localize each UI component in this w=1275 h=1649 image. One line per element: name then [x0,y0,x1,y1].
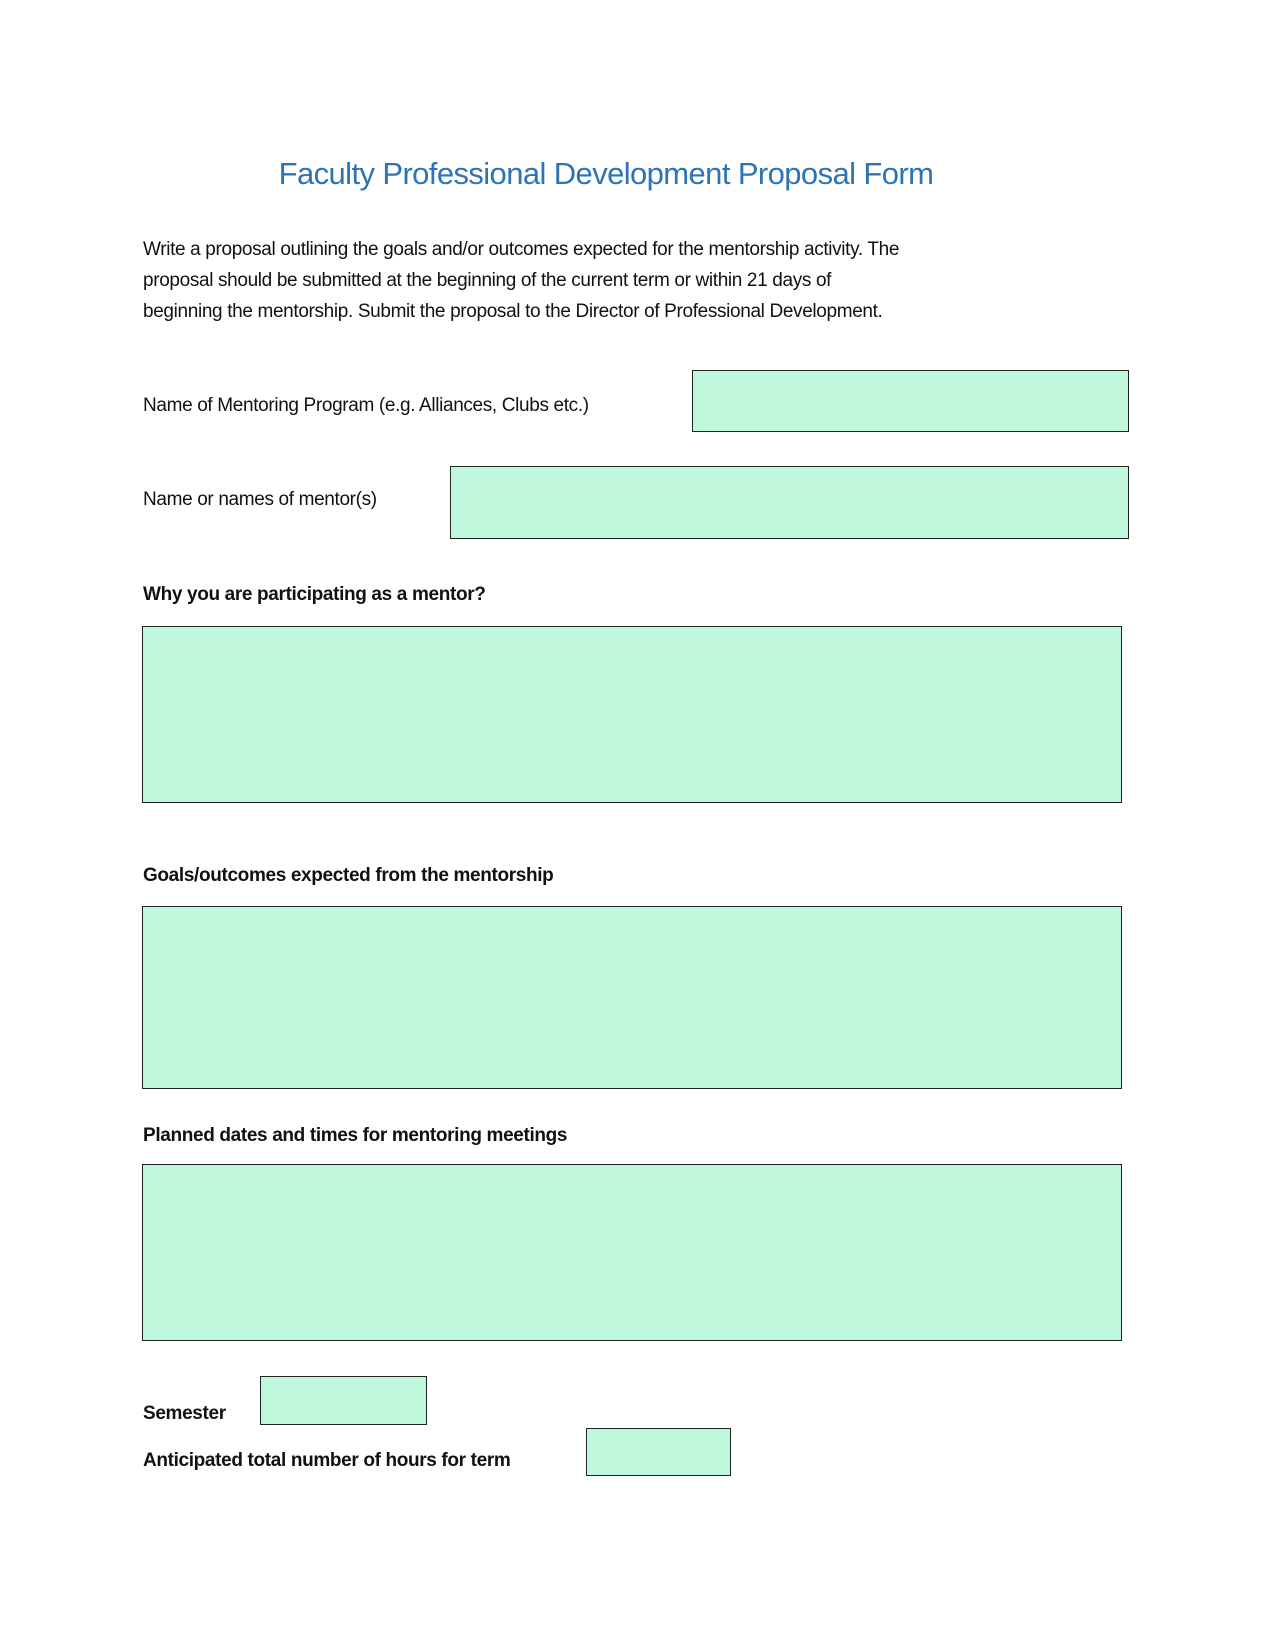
page-title: Faculty Professional Development Proposal Form [278,156,934,191]
dates-label: Planned dates and times for mentoring meetings [143,1125,568,1146]
intro-line: proposal should be submitted at the beginning of the current term or within 21 days of [143,270,832,291]
mentors-field[interactable] [450,466,1129,539]
dates-field[interactable] [142,1164,1122,1341]
goals-field[interactable] [142,906,1122,1089]
why-field[interactable] [142,626,1122,803]
program-label: Name of Mentoring Program (e.g. Alliances, Clubs etc.) [143,395,589,416]
goals-label: Goals/outcomes expected from the mentorship [143,865,554,886]
intro-line: beginning the mentorship. Submit the proposal to the Director of Professional Development. [143,301,883,322]
semester-field[interactable] [260,1376,427,1425]
hours-label: Anticipated total number of hours for term [143,1450,511,1471]
intro-line: Write a proposal outlining the goals and/or outcomes expected for the mentorship activity. The [143,239,900,260]
intro-paragraph [143,234,899,327]
hours-field[interactable] [586,1428,731,1476]
mentors-label: Name or names of mentor(s) [143,489,377,510]
semester-label: Semester [143,1403,226,1424]
program-field[interactable] [692,370,1129,432]
why-label: Why you are participating as a mentor? [143,584,486,605]
